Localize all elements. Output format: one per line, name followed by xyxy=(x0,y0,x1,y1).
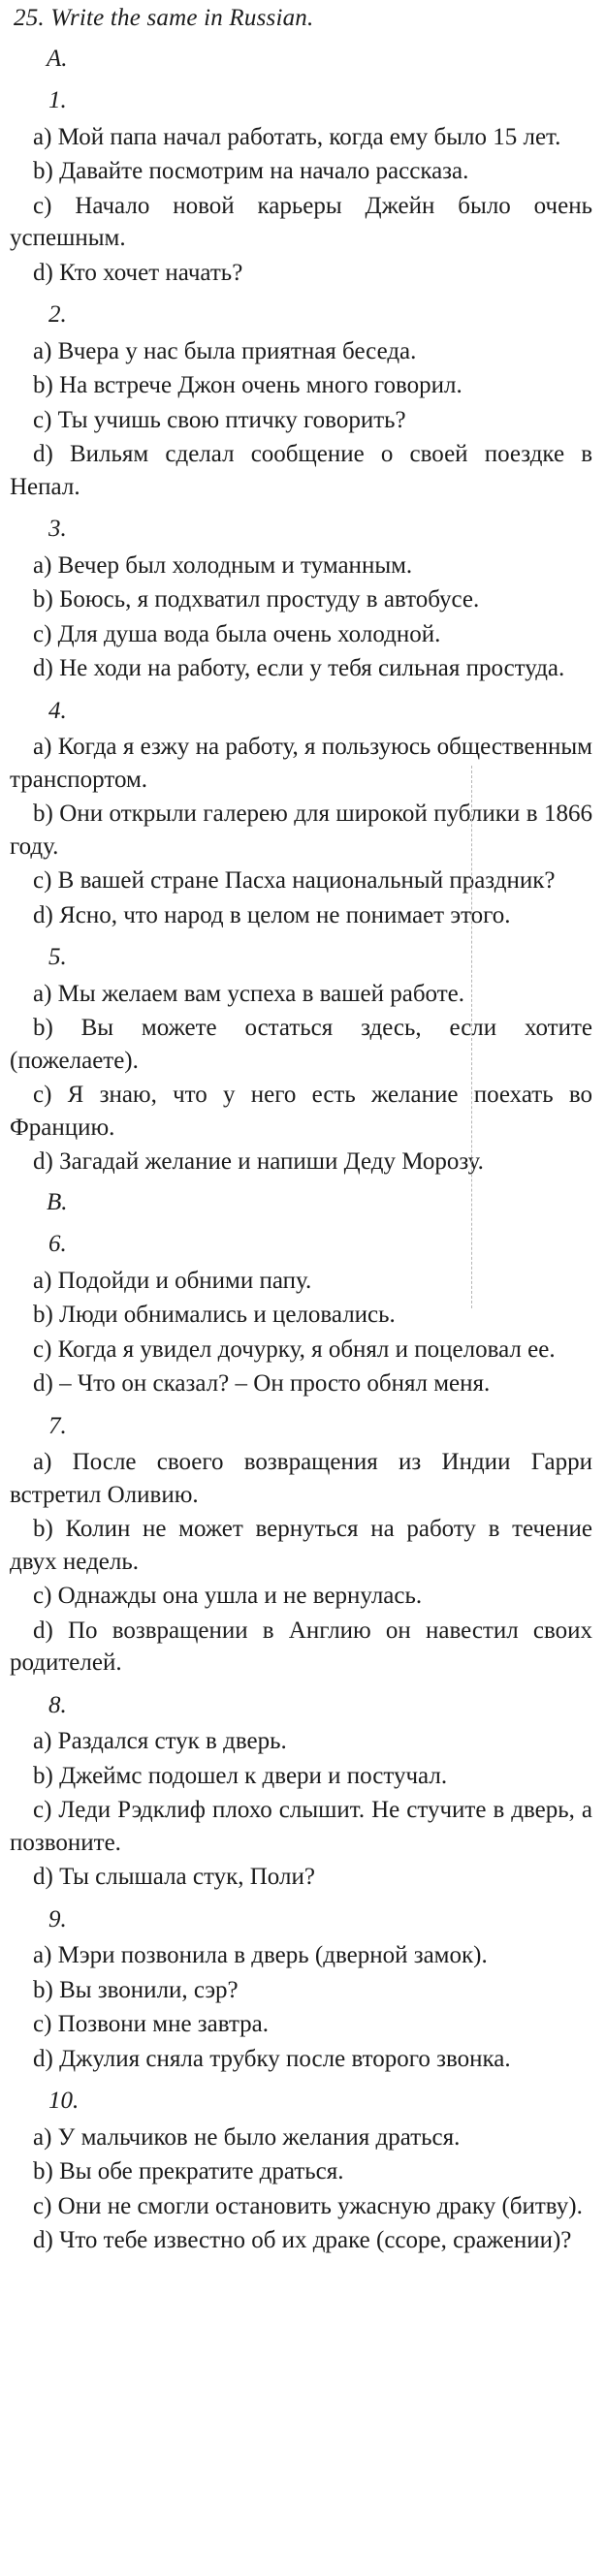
group-number: 7. xyxy=(48,1412,67,1439)
group-number: 9. xyxy=(48,1905,67,1932)
sentence-item: a) Мой папа начал работать, когда ему было 15 лет. xyxy=(33,123,561,150)
sentence-item: d) – Что он сказал? – Он просто обнял меня. xyxy=(33,1370,491,1397)
sentence-item: c) Я знаю, что у него есть желание поехать во Францию. xyxy=(10,1082,592,1141)
exercise-group xyxy=(10,1228,592,1400)
sentence-item: c) В вашей стране Пасха национальный праздник? xyxy=(33,867,556,894)
sentence-item: c) Они не смогли остановить ужасную драку (битву). xyxy=(33,2192,583,2219)
sentence-item: d) Вильям сделал сообщение о своей поездке в Непал. xyxy=(10,441,592,500)
sentence-item: b) Они открыли галерею для широкой публики в 1866 году. xyxy=(10,801,592,860)
sentence-item: d) Ты слышала стук, Поли? xyxy=(33,1864,315,1890)
sentence-item: b) Вы можете остаться здесь, если хотите (пожелаете). xyxy=(10,1015,592,1074)
exercise-group xyxy=(10,941,592,1178)
group-number: 10. xyxy=(48,2088,80,2114)
sentence-item: c) Позвони мне завтра. xyxy=(33,2011,270,2037)
sentence-item: b) Люди обнимались и целовались. xyxy=(33,1302,396,1328)
sentence-item: d) Что тебе известно об их драке (ссоре, сражении)? xyxy=(33,2227,572,2253)
sentence-item: b) Давайте посмотрим на начало рассказа. xyxy=(33,158,469,184)
sentence-item: c) Когда я увидел дочурку, я обнял и поцеловал ее. xyxy=(33,1335,556,1363)
group-number: 5. xyxy=(48,944,67,970)
sentence-item: b) Вы звонили, сэр? xyxy=(33,1976,239,2003)
sentence-item: a) Раздался стук в дверь. xyxy=(33,1728,287,1754)
sentence-item: b) Вы обе прекратите драться. xyxy=(33,2158,344,2184)
sentence-item: a) У мальчиков не было желания драться. xyxy=(33,2123,461,2151)
exercise-group xyxy=(10,298,592,503)
sentence-item: c) Для душа вода была очень холодной. xyxy=(33,620,441,647)
exercise-group xyxy=(10,84,592,289)
sentence-item: d) Кто хочет начать? xyxy=(33,259,243,286)
sentence-item: a) Подойди и обними папу. xyxy=(33,1267,312,1294)
exercise-group xyxy=(10,695,592,932)
sentence-item: a) После своего возвращения из Индии Гарри встретил Оливию. xyxy=(10,1449,592,1508)
section-label: B. xyxy=(47,1188,68,1215)
sentence-item: a) Мы желаем вам успеха в вашей работе. xyxy=(33,980,464,1007)
group-number: 6. xyxy=(48,1231,67,1257)
margin-line xyxy=(471,766,472,1308)
section-label: A. xyxy=(47,45,68,72)
exercise-group xyxy=(10,1903,592,2076)
sentence-item: a) Вечер был холодным и туманным. xyxy=(33,551,413,579)
group-number: 4. xyxy=(48,697,67,724)
exercise-group xyxy=(10,513,592,685)
sentence-item: b) На встрече Джон очень много говорил. xyxy=(33,372,462,398)
sentence-item: d) По возвращении в Англию он навестил своих родителей. xyxy=(10,1617,592,1676)
exercise-title: 25. Write the same in Russian. xyxy=(14,5,314,31)
sentence-item: c) Однажды она ушла и не вернулась. xyxy=(33,1583,423,1609)
sentence-item: d) Не ходи на работу, если у тебя сильная простуда. xyxy=(33,655,565,681)
sentence-item: b) Джеймс подошел к двери и постучал. xyxy=(33,1762,448,1789)
sentence-item: b) Колин не может вернуться на работу в течение двух недель. xyxy=(10,1516,592,1575)
sentence-item: b) Боюсь, я подхватил простуду в автобусе. xyxy=(33,586,480,613)
sentence-item: c) Начало новой карьеры Джейн было очень успешным. xyxy=(10,192,592,251)
group-number: 3. xyxy=(48,516,67,542)
sentence-item: d) Джулия сняла трубку после второго звонка. xyxy=(33,2045,511,2072)
sentence-item: d) Ясно, что народ в целом не понимает этого. xyxy=(33,901,511,928)
exercise-content xyxy=(10,43,592,2257)
sentence-item: a) Вчера у нас была приятная беседа. xyxy=(33,337,417,364)
sentence-item: a) Когда я езжу на работу, я пользуюсь общественным транспортом. xyxy=(10,734,592,793)
exercise-group xyxy=(10,2085,592,2257)
sentence-item: d) Загадай желание и напиши Деду Морозу. xyxy=(33,1148,484,1175)
group-number: 2. xyxy=(48,301,67,328)
exercise-group xyxy=(10,1410,592,1680)
sentence-item: a) Мэри позвонила в дверь (дверной замок). xyxy=(33,1942,488,1968)
group-number: 1. xyxy=(48,87,67,113)
section xyxy=(10,1186,592,2257)
sentence-item: c) Леди Рэдклиф плохо слышит. Не стучите в дверь, а позвоните. xyxy=(10,1797,592,1856)
sentence-item: c) Ты учишь свою птичку говорить? xyxy=(33,406,406,433)
page xyxy=(0,2,606,2576)
section xyxy=(10,43,592,1178)
group-number: 8. xyxy=(48,1691,67,1718)
exercise-group xyxy=(10,1689,592,1894)
